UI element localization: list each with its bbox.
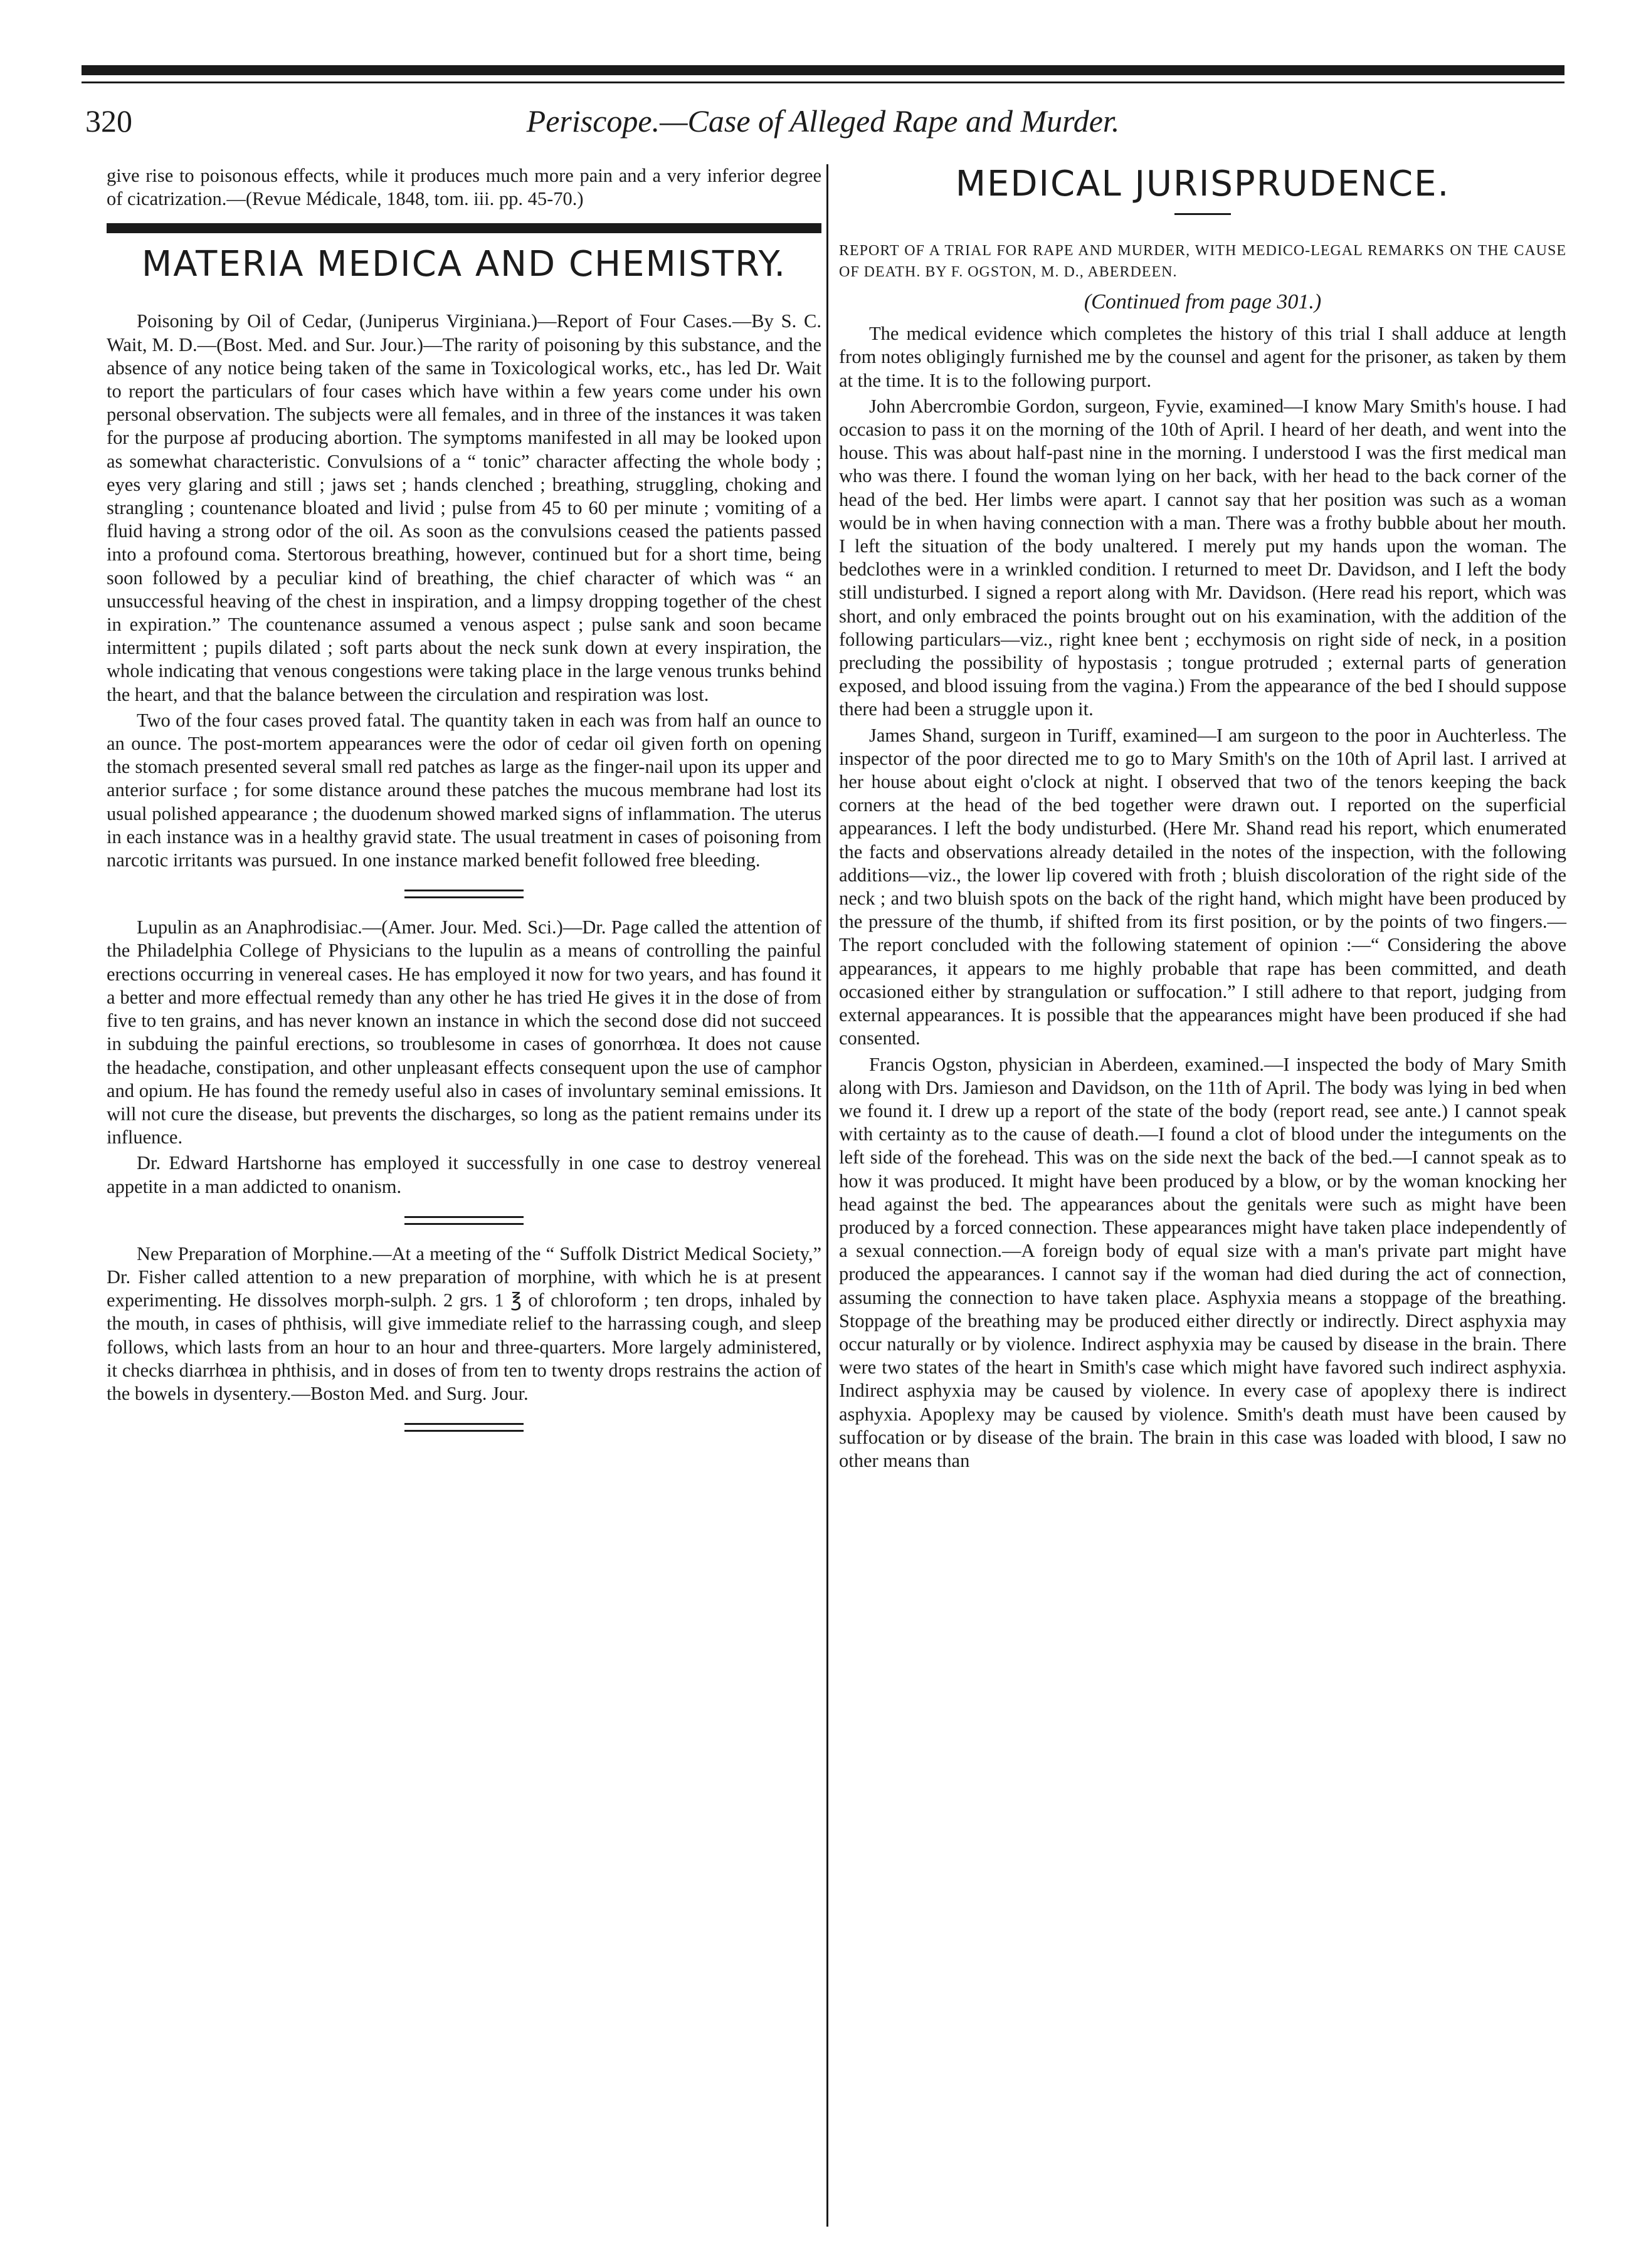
article-separator <box>404 890 524 898</box>
article-cedar-oil-para-1: Poisoning by Oil of Cedar, (Juniperus Virginiana.)—Report of Four Cases.—By S. C. Wait, M. D.—(Bost. Med. and Sur. Jour.)—The rarity of poisoning by this substance, and the absence of any notice being taken of the same in Toxicological works, etc., has led Dr. Wait to report the particulars of four cases which have within a few years come under his own personal observation. The subjects were all females, and in three of the instances it was taken for the purpose af producing abortion. The symptoms manifested in all may be looked upon as somewhat characteristic. Convulsions of a “ tonic” character affecting the whole body ; eyes very glaring and still ; jaws set ; hands clenched ; breathing, struggling, choking and strangling ; countenance bloated and livid ; pulse from 45 to 60 per minute ; vomiting of a fluid having a strong odor of the oil. As soon as the convulsions ceased the patients passed into a profound coma. Stertorous breathing, however, continued but for a short time, being soon followed by a peculiar kind of breathing, the chief character of which was “ an unsuccessful heaving of the chest in inspiration, and a limpsy dropping together of the chest in expiration.” The countenance assumed a venous aspect ; pulse sank and soon became intermittent ; pupils dilated ; soft parts about the neck sunk down at every inspiration, the whole indicating that venous congestions were taking place in the large venous trunks behind the heart, and that the balance between the circulation and respiration was lost. <box>107 310 821 705</box>
section-title-medical-jurisprudence: MEDICAL JURISPRUDENCE. <box>955 164 1450 204</box>
left-column <box>107 164 821 1449</box>
section-divider <box>107 223 821 233</box>
continuation-paragraph: give rise to poisonous effects, while it produces much more pain and a very inferior degree of cicatrization.—(Revue Médicale, 1848, tom. iii. pp. 45-70.) <box>107 165 821 210</box>
report-para-shand: James Shand, surgeon in Turiff, examined—I am surgeon to the poor in Auchterless. The inspector of the poor directed me to go to Mary Smith's on the 10th of April last. I arrived at her house about eight o'clock at night. I observed that two of the tenors keeping the back corners at the head of the bed together were drawn out. I reported on the superficial appearances. I left the body undisturbed. (Here Mr. Shand read his report, which enumerated the facts and observations already detailed in the notes of the inspection, with the following additions—viz., the lower lip covered with froth ; bluish discoloration of the right side of the neck ; and two bluish spots on the back of the right hand, which might have been produced by the pressure of the thumb, if shifted from its first position, or by the points of two fingers.—The report concluded with the following statement of opinion :—“ Considering the above appearances, it appears to me highly probable that rape has been committed, and death occasioned either by strangulation or suffocation.” I still adhere to that report, judging from external appearances. It is possible that the appearances might have been produced if she had consented. <box>839 724 1566 1049</box>
title-underline <box>1174 213 1231 215</box>
top-thin-rule <box>82 81 1564 83</box>
page-header <box>82 94 1564 144</box>
article-lupulin-para-2: Dr. Edward Hartshorne has employed it successfully in one case to destroy venereal appetite in a man addicted to onanism. <box>107 1152 821 1197</box>
article-separator <box>404 1216 524 1225</box>
article-cedar-oil-para-2: Two of the four cases proved fatal. The quantity taken in each was from half an ounce to an ounce. The post-mortem appearances were the odor of cedar oil given forth on opening the stomach presented several small red patches as large as the finger-nail upon its upper and anterior surface ; for some distance around these patches the mucous membrane had lost its usual polished appearance ; the duodenum showed marked signs of inflammation. The uterus in each instance was in a healthy gravid state. The usual treatment in cases of poisoning from narcotic irritants was pursued. In one instance marked benefit followed free bleeding. <box>107 709 821 871</box>
continued-note: (Continued from page 301.) <box>1084 290 1322 313</box>
report-subtitle: REPORT OF A TRIAL FOR RAPE AND MURDER, WITH MEDICO-LEGAL REMARKS ON THE CAUSE OF DEATH. BY F. OGSTON, M. D., ABERDEEN. <box>839 243 1566 280</box>
report-para-gordon: John Abercrombie Gordon, surgeon, Fyvie, examined—I know Mary Smith's house. I had occasion to pass it on the morning of the 10th of April. I heard of her death, and went into the house. This was about half-past nine in the morning. I understood I was the first medical man who was there. I found the woman lying on her back, with her head to the back corner of the head of the bed. Her limbs were apart. I cannot say that her position was such as a woman would be in when having connection with a man. There was a frothy bubble about her mouth. I left the situation of the body unaltered. I merely put my hands upon the woman. The bedclothes were in a wrinkled condition. I returned to meet Dr. Davidson, and I left the body still undisturbed. I signed a report along with Mr. Davidson. (Here read his report, which was short, and only embraced the points brought out on his examination, with the addition of the following particulars—viz., right knee bent ; ecchymosis on right side of neck, in a position precluding the possibility of hypostasis ; tongue protruded ; external parts of generation exposed, and blood issuing from the vagina.) From the appearance of the bed I should suppose there had been a struggle upon it. <box>839 395 1566 720</box>
report-para-ogston: Francis Ogston, physician in Aberdeen, examined.—I inspected the body of Mary Smith along with Drs. Jamieson and Davidson, on the 11th of April. The body was lying in bed when we found it. I drew up a report of the state of the body (report read, see ante.) I cannot speak with certainty as to the cause of death.—I found a clot of blood under the integuments on the left side of the forehead. This was on the side next the back of the bed.—I cannot speak as to how it was produced. It might have been produced by a blow, or by the woman knocking her head against the bed. The appearances about the genitals were such as might have been produced by a forced connection. These appearances might have taken place independently of a sexual connection.—A foreign body of equal size with a man's private part might have produced the appearances. I cannot say if the woman had died during the act of connection, assuming the connection to have taken place. Asphyxia means a stoppage of the breathing. Stoppage of the breathing may be produced either directly or indirectly. Direct asphyxia may occur naturally or by violence. Indirect asphyxia may be caused by disease in the brain. There were two states of the heart in Smith's case which might have favored such indirect asphyxia. Indirect asphyxia may be caused by violence. In every case of apoplexy there is indirect asphyxia. Apoplexy may be caused by violence. Smith's death must have been caused by suffocation or by disease of the brain. The brain in this case was loaded with blood, I saw no other means than <box>839 1053 1566 1471</box>
article-lupulin-para-1: Lupulin as an Anaphrodisiac.—(Amer. Jour. Med. Sci.)—Dr. Page called the attention of the Philadelphia College of Physicians to the lupulin as a means of controlling the painful erections occurring in venereal cases. He has employed it now for two years, and has found it a better and more effectual remedy than any other he has tried He gives it in the dose of from five to ten grains, and has never known an instance in which the second dose did not succeed in subduing the painful erections, so troublesome in cases of gonorrhœa. It does not cause the headache, constipation, and other unpleasant effects consequent upon the use of camphor and opium. He has found the remedy useful also in cases of involuntary seminal emissions. It will not cure the disease, but prevents the discharges, so long as the patient remains under its influence. <box>107 916 821 1148</box>
end-rule <box>404 1423 524 1432</box>
report-para-1: The medical evidence which completes the history of this trial I shall adduce at length from notes obligingly furnished me by the counsel and agent for the prisoner, as taken by them at the time. It is to the following purport. <box>839 323 1566 391</box>
right-column <box>839 164 1566 1475</box>
page-number: 320 <box>85 103 132 139</box>
top-thick-rule <box>82 65 1564 75</box>
article-morphine-para-1: New Preparation of Morphine.—At a meeting of the “ Suffolk District Medical Society,” Dr. Fisher called attention to a new preparation of morphine, with which he is at present experimenting. He dissolves morph-sulph. 2 grs. 1 ℥ of chloroform ; ten drops, inhaled by the mouth, in cases of phthisis, will give immediate relief to the harrassing cough, and sleep follows, which lasts from an hour to an hour and three-quarters. More largely administered, it checks diarrhœa in phthisis, and in doses of from ten to twenty drops restrains the action of the bowels in dysentery.—Boston Med. and Surg. Jour. <box>107 1242 821 1404</box>
running-title: Periscope.—Case of Alleged Rape and Murder. <box>526 103 1120 139</box>
column-divider <box>826 164 828 2227</box>
section-title-materia-medica: MATERIA MEDICA AND CHEMISTRY. <box>141 244 787 285</box>
